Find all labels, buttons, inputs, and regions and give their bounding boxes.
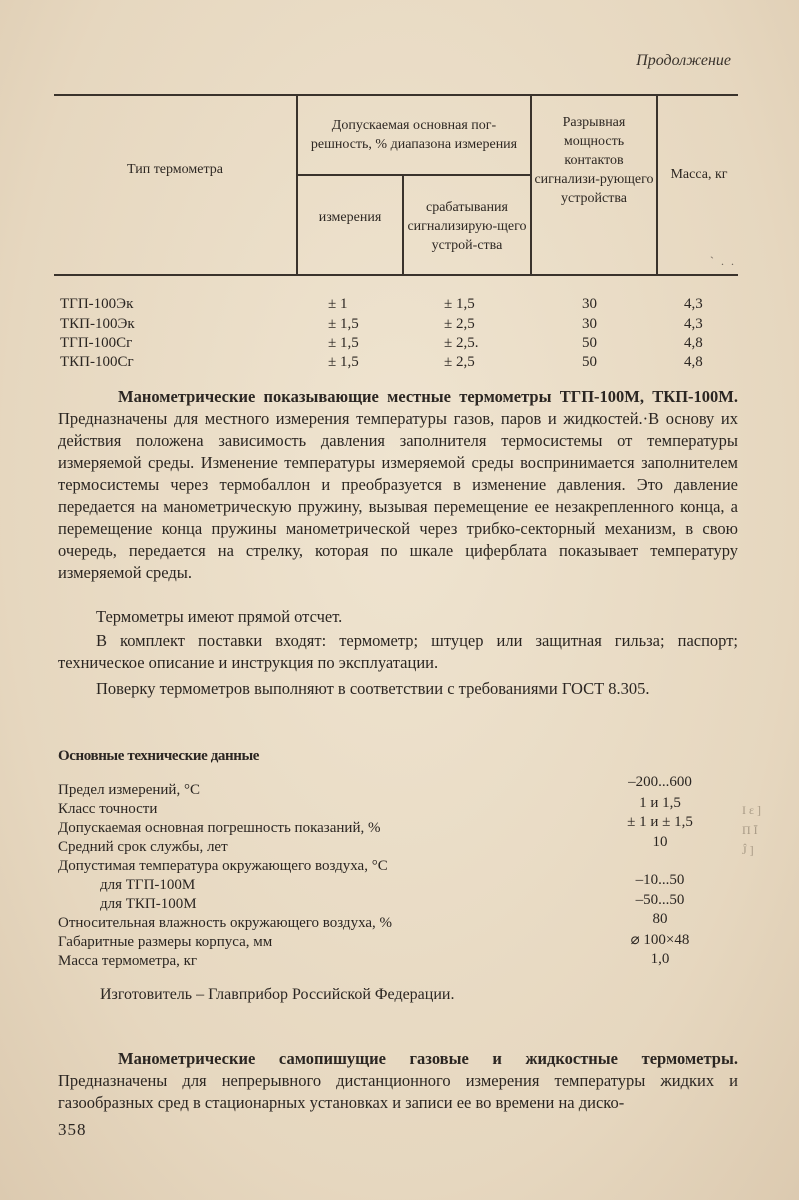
- cell-measurement: ± 1: [328, 296, 348, 312]
- spec-value: –200...600: [628, 774, 692, 790]
- spec-value: –10...50: [635, 872, 685, 888]
- specs-title: Основные технические данные: [58, 748, 260, 764]
- spec-value: 1 и 1,5: [639, 795, 681, 811]
- section2-text: Предназначены для непрерывного дистанционного измерения температуры жидких и газообразных сред в стационарных установках и записи ее во времени на диско-: [58, 1071, 738, 1112]
- spec-label: Допускаемая основная погрешность показаний, %: [58, 820, 381, 836]
- manufacturer: Изготовитель – Главприбор Российской Федерации.: [100, 986, 455, 1003]
- cell-type: ТКП-100Эк: [60, 316, 135, 332]
- spec-label: Класс точности: [58, 801, 158, 817]
- table-row: [60, 335, 730, 355]
- spec-label: для ТГП-100М: [100, 877, 196, 893]
- cell-power: 50: [582, 335, 597, 351]
- cell-type: ТГП-100Сг: [60, 335, 133, 351]
- cell-measurement: ± 1,5: [328, 316, 359, 332]
- spec-value: 10: [652, 834, 668, 850]
- spec-label: Средний срок службы, лет: [58, 839, 228, 855]
- cell-signaling: ± 2,5: [444, 354, 475, 370]
- cell-mass: 4,3: [684, 316, 703, 332]
- table-row: [60, 296, 730, 316]
- spec-value: –50...50: [635, 892, 685, 908]
- section1-p3: В комплект поставки входят: термометр; штуцер или защитная гильза; паспорт; техническое описание и инструкция по эксплуатации.: [58, 631, 738, 672]
- table-col-divider: [530, 94, 532, 276]
- cell-mass: 4,3: [684, 296, 703, 312]
- header-signaling: срабатывания сигнализирую-щего устрой-ства: [407, 199, 527, 253]
- table-row: [60, 316, 730, 336]
- section1-p2: Термометры имеют прямой отсчет.: [96, 607, 343, 626]
- header-measurement: измерения: [318, 209, 382, 225]
- page-number: 358: [58, 1120, 87, 1139]
- spec-value: 80: [652, 911, 668, 927]
- table-row: [60, 354, 730, 374]
- header-mass: Масса, кг: [670, 166, 728, 182]
- section1-paragraph: [58, 386, 738, 584]
- section1-p4: Поверку термометров выполняют в соответствии с требованиями ГОСТ 8.305.: [96, 679, 650, 698]
- spec-value: ± 1 и ± 1,5: [627, 814, 693, 830]
- spec-label: Предел измерений, °С: [58, 782, 200, 798]
- spec-label: Допустимая температура окружающего воздуха, °С: [58, 858, 388, 874]
- spec-value: 1,0: [650, 951, 670, 967]
- spec-label: Относительная влажность окружающего воздуха, %: [58, 915, 393, 931]
- table-col-divider: [656, 94, 658, 276]
- table-col-divider: [402, 174, 404, 276]
- section2-paragraph: [58, 1048, 738, 1114]
- cell-signaling: ± 2,5: [444, 316, 475, 332]
- spec-label: для ТКП-100М: [100, 896, 197, 912]
- margin-marks: I ε ] П Ī Ĵ ]: [742, 803, 762, 857]
- spec-table-header: [54, 94, 738, 276]
- cell-power: 30: [582, 316, 597, 332]
- cell-power: 30: [582, 296, 597, 312]
- section2-title: Манометрические самопишущие газовые и жидкостные термометры.: [118, 1049, 738, 1068]
- cell-type: ТГП-100Эк: [60, 296, 134, 312]
- cell-type: ТКП-100Сг: [60, 354, 134, 370]
- header-tick-marks: ` . .: [710, 254, 736, 268]
- cell-mass: 4,8: [684, 335, 703, 351]
- header-error-group: Допускаемая основная пог-решность, % диапазона измерения: [310, 118, 518, 152]
- cell-signaling: ± 1,5: [444, 296, 475, 312]
- cell-measurement: ± 1,5: [328, 335, 359, 351]
- section1-text: Предназначены для местного измерения температуры газов, паров и жидкостей.·В основу их действия положена зависимость давления заполнителя термосистемы от температуры измеряемой среды. Изменение температуры измеряемой среды воспринимается заполнителем термосистемы через термобаллон и преобразуется в изменение давления. Это давление передается на манометрическую пружину, вызывая перемещение ее незакрепленного конца, а перемещение конца пружины манометрической через трибко-секторный механизм, в свою очередь, передается на стрелку, которая по шкале циферблата показывает температуру измеряемой среды.: [58, 409, 738, 582]
- section1-title: Манометрические показывающие местные термометры ТГП-100М, ТКП-100М.: [118, 387, 738, 406]
- header-breaking-power: Разрывная мощность контактов сигнализи-рующего устройства: [534, 114, 654, 206]
- spec-value: ⌀ 100×48: [630, 932, 690, 948]
- cell-power: 50: [582, 354, 597, 370]
- cell-mass: 4,8: [684, 354, 703, 370]
- cell-signaling: ± 2,5.: [444, 335, 479, 351]
- spec-label: Масса термометра, кг: [58, 953, 198, 969]
- header-type: Тип термометра: [127, 161, 223, 177]
- spec-label: Габаритные размеры корпуса, мм: [58, 934, 273, 950]
- cell-measurement: ± 1,5: [328, 354, 359, 370]
- table-bottom-rule: [54, 274, 738, 276]
- continuation-label: Продолжение: [636, 52, 731, 69]
